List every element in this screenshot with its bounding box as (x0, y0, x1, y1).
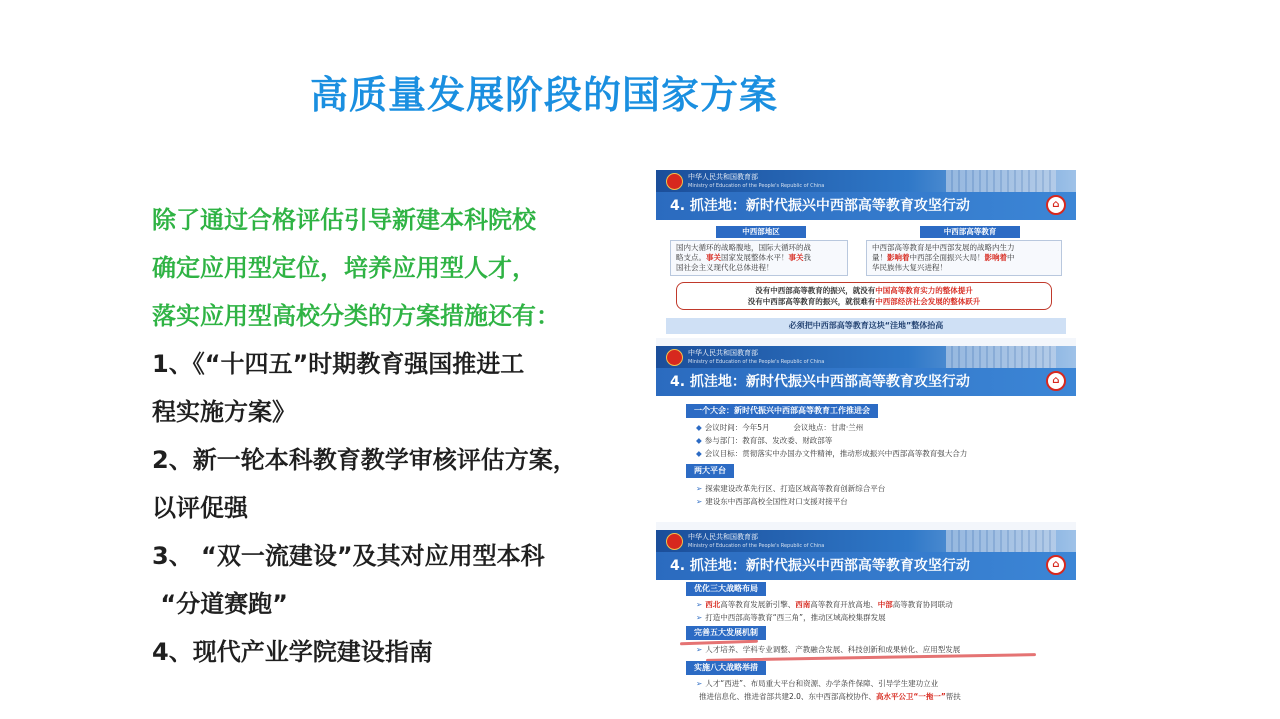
box-region-text: 国内大循环的战略腹地，国际大循环的战 (676, 243, 811, 252)
slide-title: 4. 抓洼地：新时代振兴中西部高等教育攻坚行动 (670, 558, 970, 574)
item-4-line-1: 4、现代产业学院建设指南 (152, 638, 433, 666)
box-region-text: 国社会主义现代化总体进程！ (676, 263, 774, 272)
list-item (696, 599, 953, 610)
box-higher-ed-text: 中西部高等教育是中西部发展的战略内生力 (872, 243, 1015, 252)
item-3-line-2: “分道赛跑” (152, 590, 288, 618)
list-item (696, 496, 848, 507)
box-higher-ed-text: 量！ (872, 253, 887, 262)
building-image (946, 530, 1056, 552)
intro-line-3: 落实应用型高校分类的方案措施还有： (152, 302, 560, 330)
list-item-red: 西北 (705, 600, 721, 609)
slide-thumbnail-panel (656, 170, 1076, 708)
box-head-higher-ed: 中西部高等教育 (920, 226, 1020, 238)
ministry-name: 中华人民共和国教育部 (688, 173, 758, 181)
box-region (670, 240, 848, 276)
arrow-icon: ➢ (696, 613, 703, 622)
arrow-icon: ◆ (696, 436, 702, 445)
section-head-layout: 优化三大战略布局 (686, 582, 766, 596)
pill-text: 没有中西部高等教育的振兴，就没有 (755, 286, 876, 295)
list-item (696, 678, 938, 689)
list-item (696, 483, 885, 494)
list-item-text: 参与部门：教育部、发改委、财政部等 (704, 436, 833, 445)
list-item-text: 高等教育发展新引擎、 (720, 600, 796, 609)
box-higher-ed-text: 中 (1007, 253, 1015, 262)
building-image (946, 170, 1056, 192)
list-item-text: 高等教育开放高地、 (810, 600, 878, 609)
section-head-conference: 一个大会：新时代振兴中西部高等教育工作推进会 (686, 404, 878, 418)
list-item (696, 448, 967, 459)
slide-title: 4. 抓洼地：新时代振兴中西部高等教育攻坚行动 (670, 374, 970, 390)
list-item-text: 高等教育协同联动 (892, 600, 953, 609)
arrow-icon: ➢ (696, 497, 703, 506)
arrow-icon: ◆ (696, 423, 702, 432)
list-item (696, 422, 863, 433)
conclusion-strip: 必须把中西部高等教育这块“洼地”整体抬高 (666, 318, 1066, 334)
section-head-mechanisms: 完善五大发展机制 (686, 626, 766, 640)
list-item-text: 打造中西部高等教育“西三角”，推动区域高校集群发展 (705, 613, 886, 622)
seal-logo-icon: ⌂ (1046, 371, 1066, 391)
text-body (152, 196, 622, 676)
arrow-icon: ➢ (696, 645, 703, 654)
building-image (946, 346, 1056, 368)
thumb-slide-1 (656, 170, 1076, 338)
list-item-red: 西南 (795, 600, 811, 609)
seal-logo-icon: ⌂ (1046, 195, 1066, 215)
ministry-name: 中华人民共和国教育部 (688, 349, 758, 357)
section-head-measures: 实施八大战略举措 (686, 661, 766, 675)
national-emblem-icon (666, 173, 683, 190)
item-2-line-1: 2、新一轮本科教育教学审核评估方案， (152, 446, 577, 474)
list-item-text: 帮扶 (945, 692, 961, 701)
arrow-icon: ➢ (696, 600, 703, 609)
pill-red: 中国高等教育实力的整体提升 (875, 286, 973, 295)
ministry-name-en: Ministry of Education of the People's Republic of China (688, 183, 825, 189)
item-1-line-2: 程实施方案》 (152, 398, 296, 426)
list-item (696, 435, 832, 446)
box-region-red: 事关 (788, 253, 804, 262)
list-item-text: 建设东中西部高校全国性对口支援对接平台 (705, 497, 848, 506)
list-item (696, 612, 886, 623)
slide-title-bar (656, 368, 1076, 396)
box-higher-ed-text: 华民族伟大复兴进程！ (872, 263, 947, 272)
item-2-line-2: 以评促强 (152, 494, 248, 522)
list-item-text: 会议目标：贯彻落实中办国办文件精神，推动形成振兴中西部高等教育强大合力 (704, 449, 968, 458)
statement-pill (676, 282, 1052, 310)
intro-line-1: 除了通过合格评估引导新建本科院校 (152, 206, 536, 234)
arrow-icon: ➢ (696, 679, 703, 688)
box-region-text: 略支点。 (676, 253, 706, 262)
list-item (696, 691, 961, 702)
list-item-text: 人才培养、学科专业调整、产教融合发展、科技创新和成果转化、应用型发展 (705, 645, 961, 654)
box-higher-ed (866, 240, 1062, 276)
item-1-line-1: 1、《“十四五”时期教育强国推进工 (152, 350, 525, 378)
seal-logo-icon: ⌂ (1046, 555, 1066, 575)
ministry-header (656, 170, 1076, 192)
ministry-header (656, 530, 1076, 552)
list-item-text: 推进信息化、推进省部共建2.0、东中西部高校协作、 (699, 692, 876, 701)
ministry-name-en: Ministry of Education of the People's Republic of China (688, 543, 825, 549)
list-item-text: 人才“西进”、布局重大平台和资源、办学条件保障、引导学生建功立业 (705, 679, 939, 688)
list-item (696, 644, 960, 655)
pill-text: 没有中西部高等教育的振兴，就很难有 (747, 297, 876, 306)
thumb-slide-3 (656, 530, 1076, 708)
section-head-platforms: 两大平台 (686, 464, 734, 478)
arrow-icon: ➢ (696, 484, 703, 493)
list-item-red: 中部 (877, 600, 893, 609)
list-item-red: 高水平公卫“一拖一” (875, 692, 946, 701)
national-emblem-icon (666, 533, 683, 550)
ministry-name: 中华人民共和国教育部 (688, 533, 758, 541)
item-3-line-1: 3、 “双一流建设”及其对应用型本科 (152, 542, 545, 570)
box-head-region: 中西部地区 (716, 226, 806, 238)
box-higher-ed-red: 影响着 (984, 253, 1007, 262)
list-item-text: 探索建设改革先行区、打造区域高等教育创新综合平台 (705, 484, 886, 493)
list-item-text: 会议时间：今年5月 会议地点：甘肃·兰州 (704, 423, 864, 432)
box-region-red: 事关 (706, 253, 721, 262)
box-higher-ed-text: 中西部全面振兴大局！ (909, 253, 985, 262)
arrow-icon: ◆ (696, 449, 702, 458)
ministry-name-en: Ministry of Education of the People's Republic of China (688, 359, 825, 365)
national-emblem-icon (666, 349, 683, 366)
box-higher-ed-red: 影响着 (887, 253, 910, 262)
pill-red: 中西部经济社会发展的整体跃升 (875, 297, 981, 306)
thumb-slide-2 (656, 346, 1076, 522)
intro-line-2: 确定应用型定位，培养应用型人才， (152, 254, 536, 282)
box-region-text: 我 (803, 253, 811, 262)
ministry-header (656, 346, 1076, 368)
page-title: 高质量发展阶段的国家方案 (310, 73, 779, 117)
box-region-text: 国家发展整体水平！ (721, 253, 789, 262)
slide-title-bar (656, 552, 1076, 580)
slide-title: 4. 抓洼地：新时代振兴中西部高等教育攻坚行动 (670, 198, 970, 214)
slide-title-bar (656, 192, 1076, 220)
